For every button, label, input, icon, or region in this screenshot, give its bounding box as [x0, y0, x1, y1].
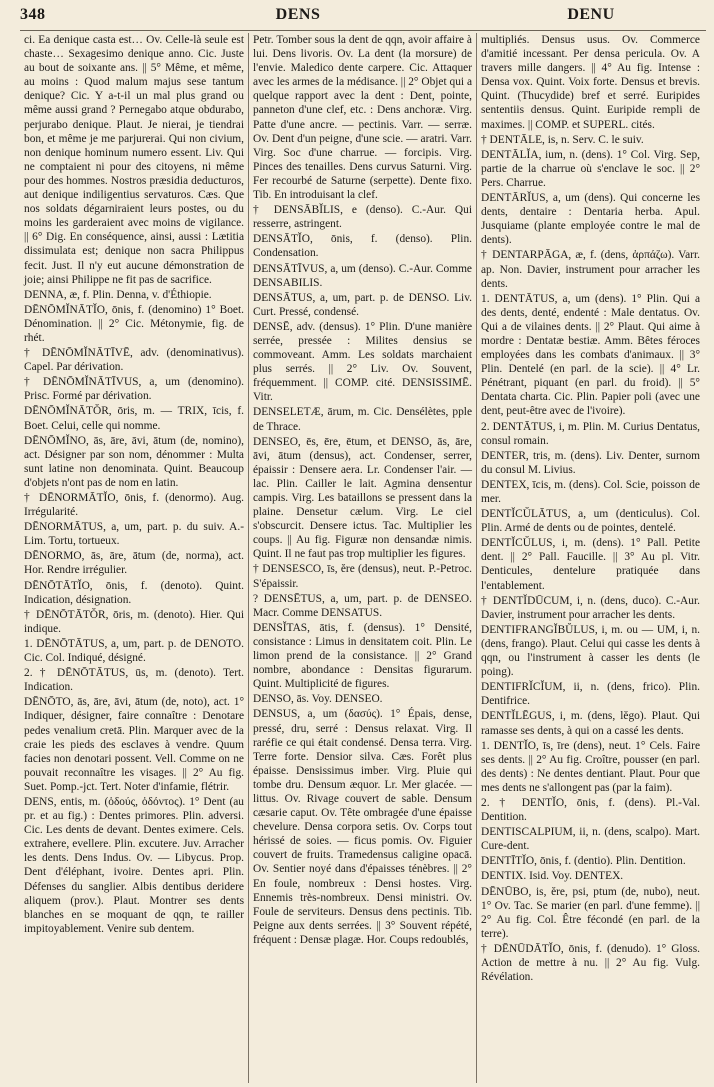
dictionary-entry: DENTIFRĬCĬUM, ii, n. (dens, frico). Plin. Dentifrice.	[481, 681, 700, 708]
running-header	[20, 6, 706, 31]
dictionary-entry: † DENTĀLE, is, n. Serv. C. le suiv.	[481, 133, 644, 146]
dictionary-entry: DENTER, tris, m. (dens). Liv. Denter, surnom du consul M. Livius.	[481, 449, 700, 476]
dictionary-entry: DENSĀTUS, a, um, part. p. de DENSO. Liv. Curt. Pressé, condensé.	[253, 291, 472, 318]
dictionary-entry: 1. DĒNŌTĀTUS, a, um, part. p. de DENOTO. Cic. Col. Indiqué, désigné.	[24, 637, 244, 665]
text-columns	[20, 33, 706, 1083]
dictionary-entry: DENTĪTĬO, ōnis, f. (dentio). Plin. Dentition.	[481, 855, 686, 868]
guide-word-left: DENS	[275, 6, 321, 23]
dictionary-entry: DĒNŌMĬNO, ās, āre, āvi, ātum (de, nomino), act. Désigner par son nom, dénommer : Multa sunt latine non denominata. Quint. Beaucoup d'objets n'ont pas de nom en latin.	[24, 434, 244, 489]
dictionary-entry: DĒNŪBO, is, ĕre, psi, ptum (de, nubo), neut. 1° Ov. Tac. Se marier (en parl. d'une femme). || 2° Au fig. Col. Être fécondé (en parl. de la terre).	[481, 885, 700, 940]
dictionary-entry: † DĒNŌTĀTŎR, ōris, m. (denoto). Hier. Qui indique.	[24, 608, 244, 635]
dictionary-entry: DĒNŌTĀTĬO, ōnis, f. (denoto). Quint. Indication, désignation.	[24, 579, 244, 606]
dictionary-entry: 1. DENTĬO, īs, īre (dens), neut. 1° Cels. Faire ses dents. || 2° Au fig. Croître, pousser (en parl. des dents) : Ne dentes dentiant. Plaut. Pour que mes dents ne s'allongent pas (par la faim).	[481, 739, 700, 794]
guide-word-right: DENU	[567, 6, 615, 23]
dictionary-entry: DENSEO, ēs, ēre, ētum, et DENSO, ās, āre, āvi, ātum (densus), act. Condenser, serrer, épaissir : Densere aera. Lr. Condenser l'air. — lac. Plin. Cailler le lait. Agmina densentur campis. Virg. Les bataillons se pressent dans la plaine. Densetur cælum. Virg. Le ciel s'obscurcit. Densere ictus. Tac. Multiplier les coups. || Au fig. Figuræ non densandæ nimis. Quint. Il ne faut pas trop multiplier les figures.	[253, 435, 472, 561]
dictionary-entry: DENTIFRANGĬBŬLUS, i, m. ou — UM, i, n. (dens, frango). Plaut. Celui qui casse les dents à qqn, ou l'instrument à casser les dents (le poing).	[481, 623, 700, 679]
dictionary-entry: DENNA, æ, f. Plin. Denna, v. d'Éthiopie.	[24, 288, 212, 301]
dictionary-entry: DĒNŌMĬNĀTŎR, ōris, m. — TRIX, īcis, f. Boet. Celui, celle qui nomme.	[24, 405, 244, 432]
dictionary-entry: Petr. Tomber sous la dent de qqn, avoir affaire à lui. Dens livoris. Ov. La dent (la morsure) de l'envie. Maledico dente carpere. Cic. Attaquer avec les armes de la médisance. || 2° Objet qui a quelque rapport avec la dent : Dent, pointe, panneton d'une clef, etc. : Dens anchoræ. Virg. Patte d'une ancre. — pectinis. Varr. — serræ. Ov. Dent d'un peigne, d'une scie. — aratri. Varr. Virg. Soc d'une charrue. — forcipis. Virg. Pinces des tenailles. Dens curvus Saturni. Virg. Fer recourbé de Saturne (serpette). Dente fixo. Tib. En introduisant la clef.	[253, 34, 472, 202]
dictionary-entry: † DĒNŪDĀTĬO, ōnis, f. (denudo). 1° Gloss. Action de mettre à nu. || 2° Au fig. Vulg. Révélation.	[481, 942, 700, 984]
dictionary-entry: † DENTĬDŪCUM, i, n. (dens, duco). C.-Aur. Davier, instrument pour arracher les dents.	[481, 594, 700, 621]
dictionary-entry: DĒNORMĀTUS, a, um, part. p. du suiv. A.-Lim. Tortu, tortueux.	[24, 521, 244, 548]
column-middle	[248, 33, 476, 1083]
dictionary-entry: 2. † DĒNŌTĀTUS, ūs, m. (denoto). Tert. Indication.	[24, 667, 244, 694]
dictionary-entry: DENTĀLĬA, ium, n. (dens). 1° Col. Virg. Sep, partie de la charrue où s'enclave le soc. || 2° Pers. Charrue.	[481, 148, 700, 189]
dictionary-entry: 2. † DENTĬO, ōnis, f. (dens). Pl.-Val. Dentition.	[481, 796, 700, 824]
dictionary-entry: † DĒNORMĀTĬO, ōnis, f. (denormo). Aug. Irrégularité.	[24, 492, 244, 519]
column-left	[20, 33, 248, 1083]
dictionary-entry: † DĒNŌMĬNĀTĪVĒ, adv. (denominativus). Capel. Par dérivation.	[24, 347, 244, 374]
dictionary-entry: DENTISCALPIUM, ii, n. (dens, scalpo). Mart. Cure-dent.	[481, 826, 700, 853]
dictionary-entry: DENSĀTĪVUS, a, um (denso). C.-Aur. Comme DENSABILIS.	[253, 262, 472, 289]
dictionary-entry: ? DENSĒTUS, a, um, part. p. de DENSEO. Macr. Comme DENSATUS.	[253, 592, 472, 619]
dictionary-entry: 1. DENTĀTUS, a, um (dens). 1° Plin. Qui a des dents, denté, endenté : Male dentatus. Ov. Qui a de vilaines dents. || 2° Plaut. Qui aime à mordre : Dentatæ bestiæ. Amm. Bêtes féroces employées dans les combats d'animaux. || 3° Plin. Dentelé (en parl. de la scie). || 4° Lr. Pénétrant, piquant (en parl. du froid). || 5° Dentata charta. Cic. Plin. Papier poli (avec une dent, peut-être avec de l'ivoire).	[481, 292, 700, 418]
dictionary-entry: DENSELETÆ, ārum, m. Cic. Densélètes, pple de Thrace.	[253, 406, 472, 433]
dictionary-entry: † DĒNŌMĬNĀTĪVUS, a, um (denomino). Prisc. Formé par dérivation.	[24, 376, 244, 403]
dictionary-entry: DĒNŌTO, ās, āre, āvi, ātum (de, noto), act. 1° Indiquer, désigner, faire connaître : Denotare pedes venalium cretā. Plin. Marquer avec de la craie les pieds des esclaves à vendre. Quum facies non denotari possent. Vell. Comme on ne pouvait reconnaître les visages. || 2° Au fig. Suet. Pomp.-jct. Tert. Noter d'infamie, flétrir.	[24, 696, 244, 793]
dictionary-entry: DENSO, ās. Voy. DENSEO.	[253, 693, 383, 706]
dictionary-entry: DENTĀRĬUS, a, um (dens). Qui concerne les dents, dentaire : Dentaria herba. Apul. Jusquiame (plante employée contre le mal de dents).	[481, 192, 700, 247]
column-right	[476, 33, 704, 1083]
dictionary-entry: DENSĒ, adv. (densus). 1° Plin. D'une manière serrée, pressée : Milites densius se commoveant. Amm. Les soldats marchaient plus serrés. || 2° Liv. Ov. Souvent, fréquemment. || COMP. cité. DENSISSIMĒ. Vitr.	[253, 320, 472, 404]
dictionary-entry: DENTĬCŬLĀTUS, a, um (denticulus). Col. Plin. Armé de dents ou de pointes, dentelé.	[481, 508, 700, 535]
dictionary-entry: DENTĬLĒGUS, i, m. (dens, lĕgo). Plaut. Qui ramasse ses dents, à qui on a cassé les dents.	[481, 710, 700, 737]
dictionary-entry: DENTIX. Isid. Voy. DENTEX.	[481, 870, 624, 883]
dictionary-entry: DĒNORMO, ās, āre, ātum (de, norma), act. Hor. Rendre irrégulier.	[24, 550, 244, 577]
dictionary-entry: DENSUS, a, um (δασύς). 1° Épais, dense, pressé, dru, serré : Densus relaxat. Virg. Il raréfie ce qui était condensé. Densa terra. Virg. Terre forte. Densior silva. Cæs. Forêt plus épaisse. Densissimus imber. Virg. Pluie qui tombe dru. Densum æquor. Lr. Mer glacée. — littus. Ov. Rivage couvert de sable. Densum cæsarie caput. Ov. Tête ombragée d'une épaisse chevelure. Densa corpora setis. Ov. Corps tout hérissé de soies. — ficus pomis. Ov. Figuier couvert de fruits. Tramedensus caligine opacā. Ov. Sentier noyé dans d'épaisses ténèbres. || 2° En foule, nombreux : Densi hostes. Virg. Ennemis très-nombreux. Densi ministri. Ov. Foule de serviteurs. Densus dens pectinis. Tib. Peigne aux dents serrées. || 3° Souvent répété, fréquent : Densæ plagæ. Hor. Coups redoublés,	[253, 708, 472, 946]
dictionary-entry: 2. DENTĀTUS, i, m. Plin. M. Curius Dentatus, consul romain.	[481, 420, 700, 447]
dictionary-entry: ci. Ea denique casta est… Ov. Celle-là seule est chaste… Sexagesimo denique anno. Cic. Juste au bout de soixante ans. || 5° Même, et même, au moins : Quod malum majus sese tantum denique? Cic. Y a-t-il un mal plus grand ou même aussi grand ? Pernegabo atque obdurabo, perjurabo denique. Plaut. Je nierai, je tiendrai bon, et même je me parjurerai. Qui non civium, non denique hominum numero essent. Liv. Qui ne comptaient ni pour des citoyens, ni même pour des hommes. Nostros præsidia deducturos, aut denique indiligentius servaturos. Cæs. Que nos soldats dégarniraient leurs postes, ou du moins les garderaient avec moins de vigilance. || 6° Dig. En conséquence, ainsi, aussi : Lætitia dissimulata est; denique non sacra Philippus fecit. Just. Il n'y eut aucune démonstration de joie; ainsi Philippe ne fit pas de sacrifice.	[24, 34, 244, 286]
dictionary-entry: † DENTARPĀGA, æ, f. (dens, ἁρπάζω). Varr. ap. Non. Davier, instrument pour arracher les dents.	[481, 249, 700, 290]
dictionary-entry: DENSĀTĬO, ōnis, f. (denso). Plin. Condensation.	[253, 233, 472, 260]
dictionary-entry: DENTĬCŬLUS, i, m. (dens). 1° Pall. Petite dent. || 2° Pall. Faucille. || 3° Au pl. Vitr. Denticules, dentelure pratiquée dans l'entablement.	[481, 537, 700, 592]
dictionary-entry: DENSĬTAS, ātis, f. (densus). 1° Densité, consistance : Limus in densitatem coit. Plin. Le limon prend de la consistance. || 2° Grand nombre, abondance : Densitas figurarum. Quint. Multiplicité de figures.	[253, 621, 472, 691]
dictionary-entry: multipliés. Densus usus. Ov. Commerce d'amitié incessant. Per densa pericula. Ov. A travers mille dangers. || 4° Au fig. Intense : Densa vox. Quint. Voix forte. Densus et brevis. Quint. (Thucydide) bref et serré. Euripides sententiis densus. Quint. Euripide rempli de maximes. || COMP. et SUPERL. cités.	[481, 34, 700, 131]
dictionary-entry: DENTEX, īcis, m. (dens). Col. Scie, poisson de mer.	[481, 478, 700, 505]
dictionary-entry: DĒNŌMĬNĀTĬO, ōnis, f. (denomino) 1° Boet. Dénomination. || 2° Cic. Métonymie, fig. de rhét.	[24, 303, 244, 344]
dictionary-entry: † DENSĀBĬLIS, e (denso). C.-Aur. Qui resserre, astringent.	[253, 204, 472, 231]
dictionary-entry: † DENSESCO, īs, ĕre (densus), neut. P.-Petroc. S'épaissir.	[253, 563, 472, 590]
page-number: 348	[20, 6, 46, 23]
dictionary-entry: DENS, entis, m. (ὀδούς, ὀδόντος). 1° Dent (au pr. et au fig.) : Dentes primores. Plin. adversi. Cic. Les dents de devant. Dentes eximere. Cels. extrahere, evellere. Plin. excutere. Juv. Arracher les dents. Dens Indus. Ov. — Libycus. Prop. Dent d'éléphant, ivoire. Dentes apri. Plin. Défenses du sanglier. Albis dentibus deridere aliquem (prov.). Plaut. Montrer ses dents blanches en se moquant de qqn, te railler impitoyablement. Venire sub dentem.	[24, 795, 244, 935]
